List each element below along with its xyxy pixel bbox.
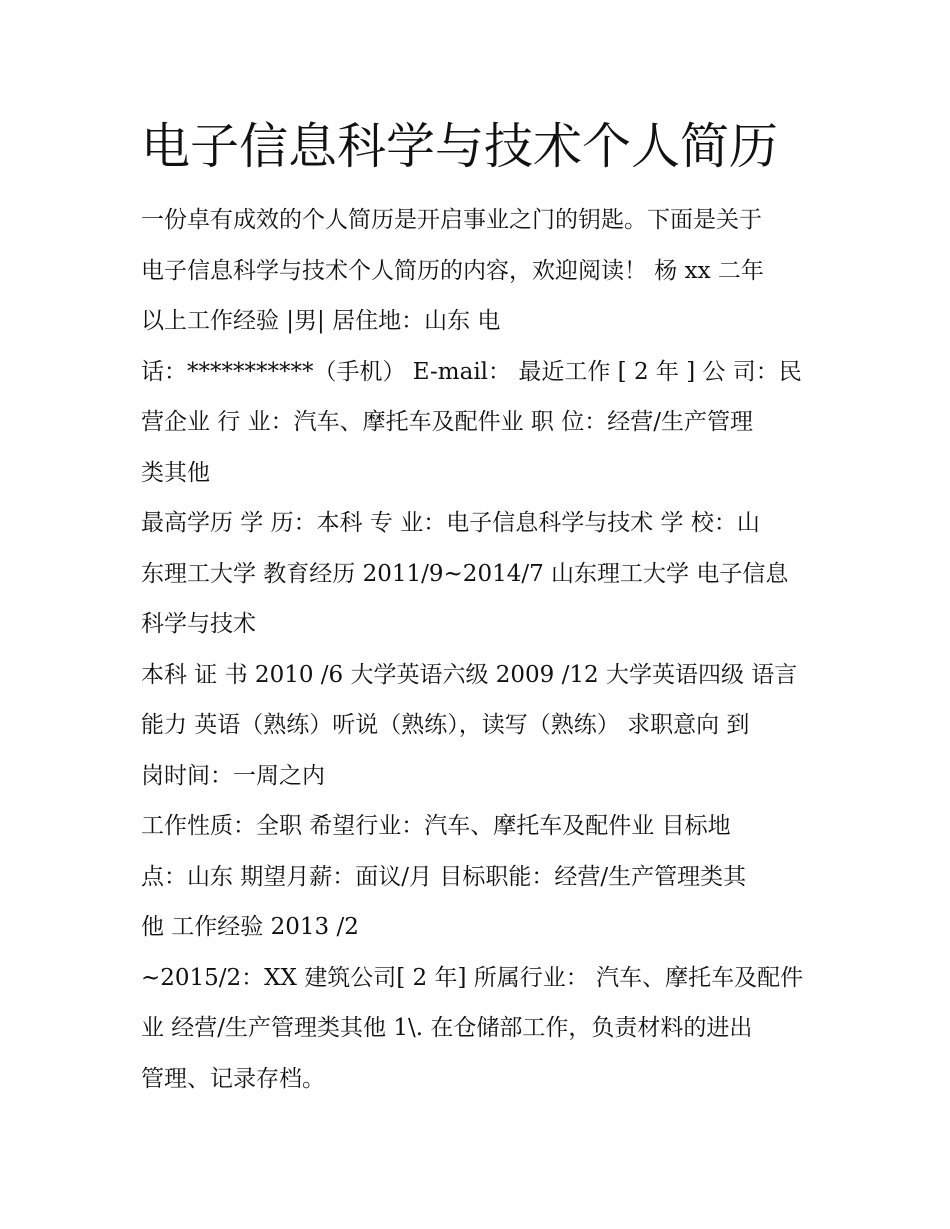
body-line: 岗时间：一周之内 [141,762,325,789]
body-line: 东理工大学 教育经历 2011/9~2014/7 山东理工大学 电子信息 [141,560,789,587]
body-line: 最高学历 学 历：本科 专 业：电子信息科学与技术 学 校：山 [141,510,760,536]
body-line: 一份卓有成效的个人简历是开启事业之门的钥匙。下面是关于 [141,207,762,233]
body-line: 电子信息科学与技术个人简历的内容，欢迎阅读！ 杨 xx 二年 [141,257,764,284]
body-line: 营企业 行 业：汽车、摩托车及配件业 职 位：经营/生产管理 [141,409,753,435]
body-line: 以上工作经验 |男| 居住地：山东 电 [141,308,501,334]
body-line: 工作性质：全职 希望行业：汽车、摩托车及配件业 目标地 [141,813,731,839]
document-title: 电子信息科学与技术个人简历 [141,118,779,175]
document-body [141,195,821,1104]
body-line: 能力 英语（熟练）听说（熟练），读写（熟练） 求职意向 到 [141,712,750,738]
body-line: 类其他 [141,459,210,486]
body-line: 业 经营/生产管理类其他 1\. 在仓储部工作，负责材料的进出 [141,1015,753,1041]
body-line: 科学与技术 [141,611,256,637]
body-line: ~2015/2：XX 建筑公司[ 2 年] 所属行业： 汽车、摩托车及配件 [141,964,804,991]
body-line: 点：山东 期望月薪：面议/月 目标职能：经营/生产管理类其 [141,863,747,890]
body-line: 管理、记录存档。 [141,1065,325,1092]
body-line: 本科 证 书 2010 /6 大学英语六级 2009 /12 大学英语四级 语言 [141,661,798,688]
body-line: 话：***********（手机） E-mail： 最近工作 [ 2 年 ] 公 司：民 [141,358,802,385]
body-line: 他 工作经验 2013 /2 [141,914,359,940]
